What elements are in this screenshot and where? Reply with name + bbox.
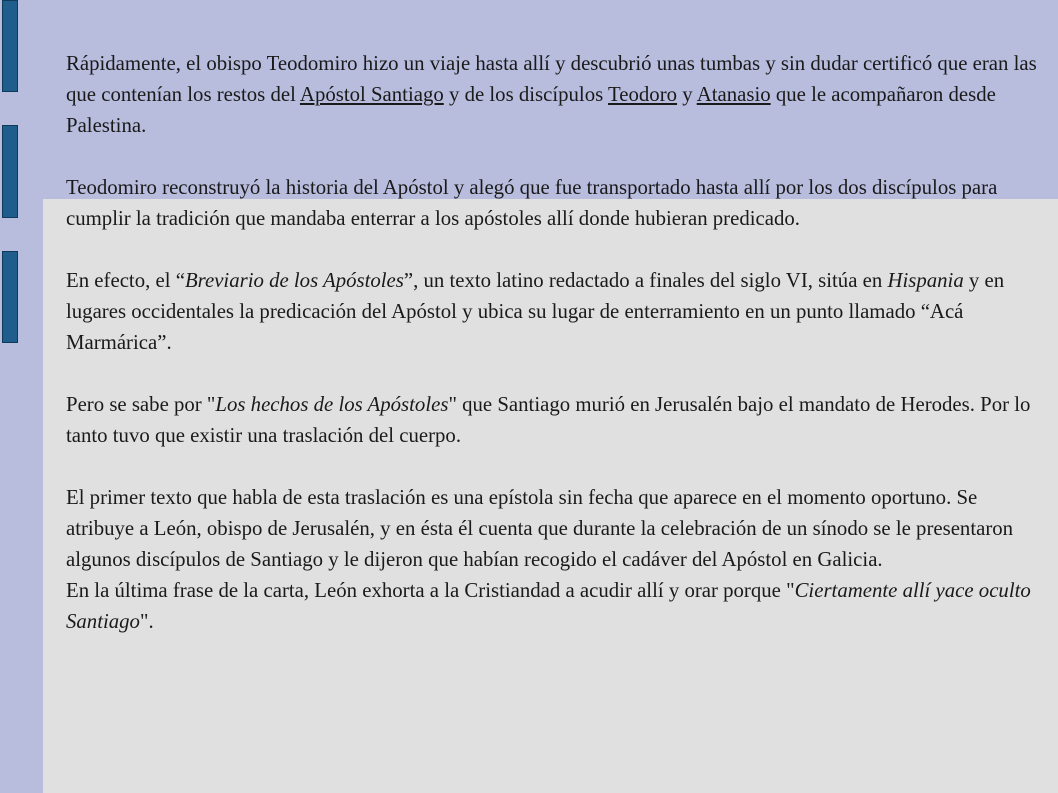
decorative-bar bbox=[2, 251, 18, 343]
decorative-bar bbox=[2, 125, 18, 218]
paragraph-carta: En la última frase de la carta, León exhorta a la Cristiandad a acudir allí y orar porque "Ciertamente allí yace oculto Santiago". bbox=[66, 579, 1031, 633]
link-teodoro[interactable]: Teodoro bbox=[608, 83, 678, 106]
left-band bbox=[0, 0, 43, 793]
paragraph-breviario: En efecto, el “Breviario de los Apóstoles”, un texto latino redactado a finales del siglo VI, sitúa en Hispania y en lugares occidentales la predicación del Apóstol y ubica su lugar de enterramiento en un punto llamado “Acá Marmárica”. bbox=[66, 269, 1005, 354]
link-atanasio[interactable]: Atanasio bbox=[696, 83, 771, 106]
paragraph-hechos: Pero se sabe por "Los hechos de los Apóstoles" que Santiago murió en Jerusalén bajo el mandato de Herodes. Por lo tanto tuvo que existir una traslación del cuerpo. bbox=[66, 393, 1031, 447]
slide-body bbox=[66, 48, 1046, 637]
link-apostol-santiago[interactable]: Apóstol Santiago bbox=[299, 83, 444, 106]
paragraph-epistola: El primer texto que habla de esta traslación es una epístola sin fecha que aparece en el momento oportuno. Se atribuye a León, obispo de Jerusalén, y en ésta él cuenta que durante la celebración de un sínodo se le presentaron algunos discípulos de Santiago y le dijeron que habían recogido el cadáver del Apóstol en Galicia. bbox=[66, 486, 1014, 571]
paragraph-discovery: Rápidamente, el obispo Teodomiro hizo un viaje hasta allí y descubrió unas tumbas y sin dudar certificó que eran las que contenían los restos del Apóstol Santiago y de los discípulos Teodoro y Atanasio que le acompañaron desde Palestina. bbox=[66, 52, 1037, 137]
paragraph-reconstruction: Teodomiro reconstruyó la historia del Apóstol y alegó que fue transportado hasta allí por los dos discípulos para cumplir la tradición que mandaba enterrar a los apóstoles allí donde hubieran predicado. bbox=[66, 176, 998, 230]
decorative-bar bbox=[2, 0, 18, 92]
